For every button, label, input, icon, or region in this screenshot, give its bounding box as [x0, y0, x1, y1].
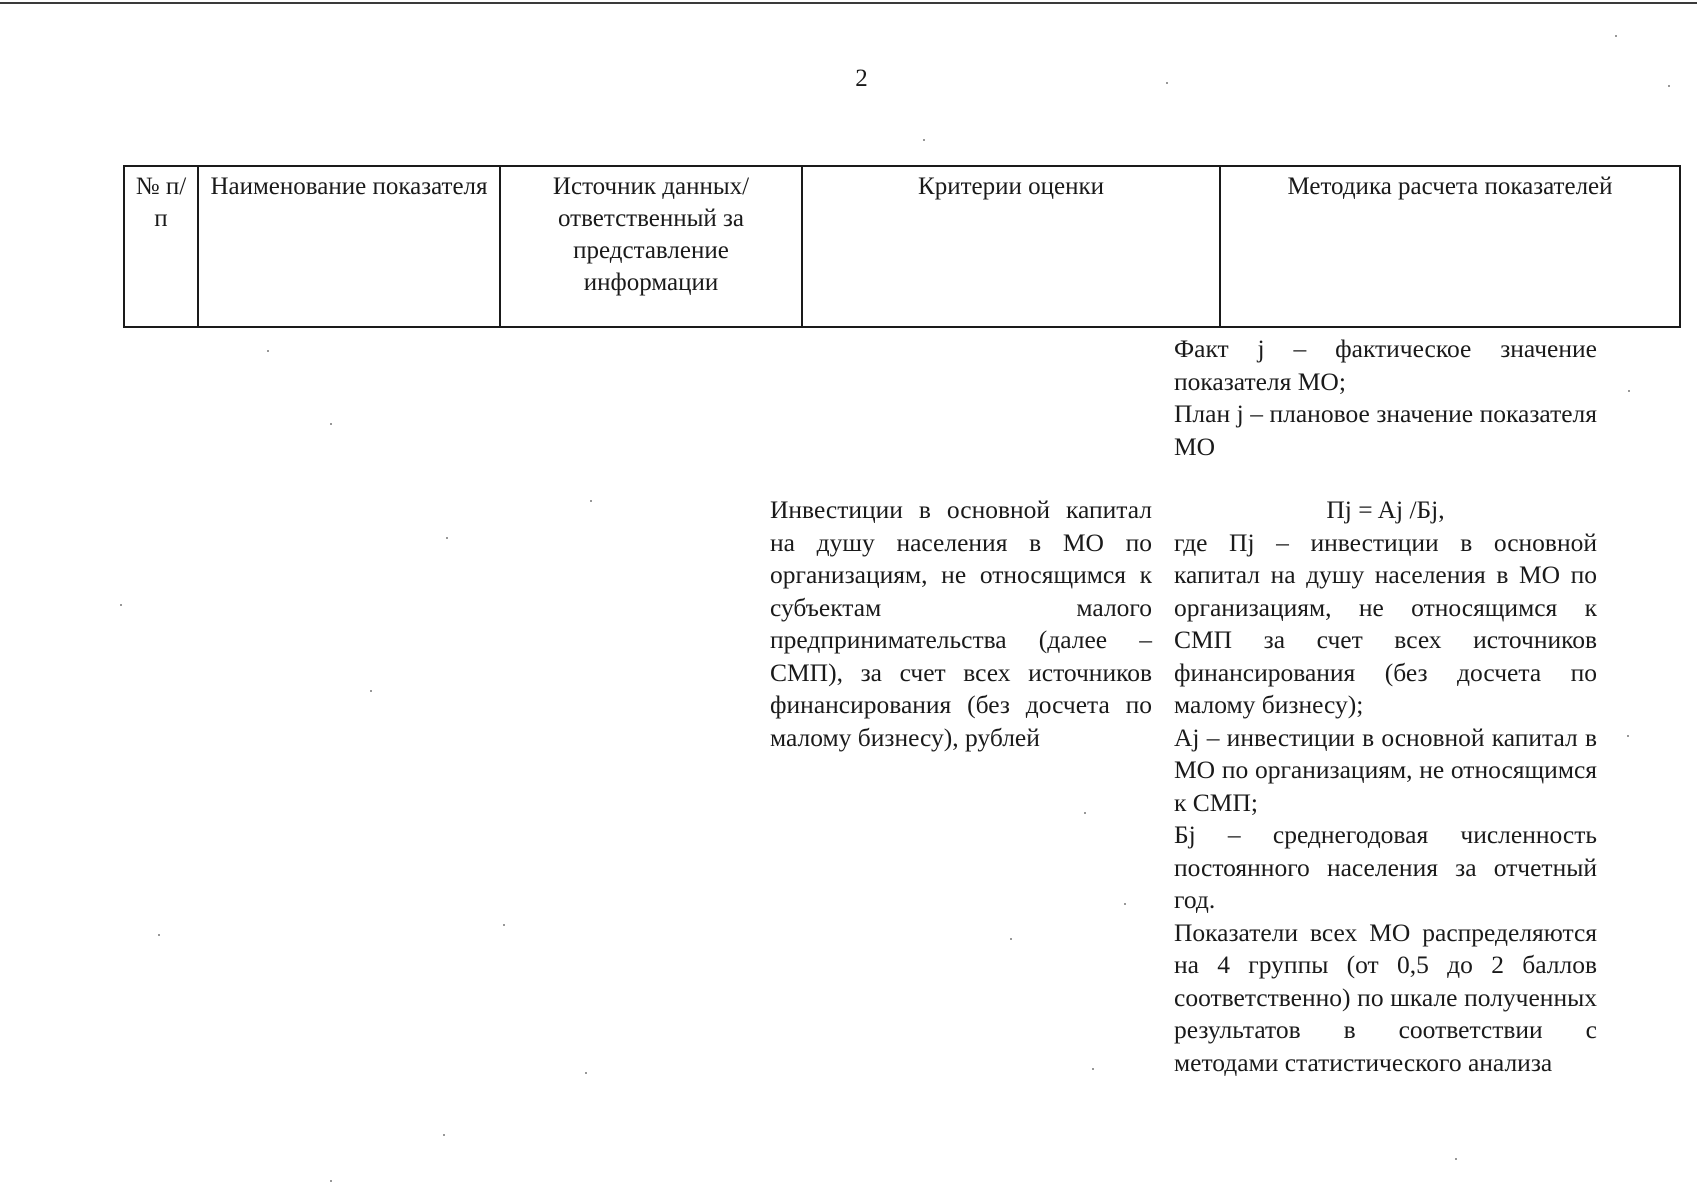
- header-cell-indicator-name: Наименование показателя: [198, 166, 500, 327]
- definition-a: Aj – инвестиции в основной капитал в МО по организациям, не относящимся к СМП;: [1174, 722, 1597, 817]
- method-block-bottom: [1174, 494, 1597, 1079]
- scan-speck: [923, 139, 925, 141]
- scan-speck: [370, 690, 372, 692]
- definition-p: где Пj – инвестиции в основной капитал на душу населения в МО по организациям, не относящимся к СМП за счет всех источников финансирования (без досчета по малому бизнесу);: [1174, 527, 1597, 719]
- page-number: 2: [855, 65, 868, 92]
- scan-speck: [1615, 35, 1617, 37]
- scan-speck: [443, 1134, 445, 1136]
- scan-speck: [330, 1180, 332, 1182]
- header-cell-data-source: Источник данных/ ответственный за представление информации: [500, 166, 802, 327]
- scan-speck: [1455, 1158, 1457, 1160]
- scan-speck: [590, 500, 592, 502]
- scan-edge-line: [0, 2, 1697, 4]
- groups-text: Показатели всех МО распределяются на 4 группы (от 0,5 до 2 баллов соответственно) по шкале полученных результатов в соответствии с методами статистического анализа: [1174, 917, 1597, 1077]
- scan-speck: [1166, 82, 1168, 84]
- scan-speck: [1010, 938, 1012, 940]
- scan-speck: [1092, 1068, 1094, 1070]
- plan-definition: План j – плановое значение показателя МО: [1174, 399, 1597, 461]
- scan-speck: [1124, 903, 1126, 905]
- header-cell-number: № п/п: [124, 166, 198, 327]
- scan-speck: [446, 537, 448, 539]
- header-cell-criteria: Критерии оценки: [802, 166, 1220, 327]
- criteria-text: Инвестиции в основной капитал на душу населения в МО по организациям, не относящимся к субъектам малого предпринимательства (далее – СМП), за счет всех источников финансирования (без досчета по малому бизнесу), рублей: [770, 495, 1152, 752]
- scan-speck: [503, 924, 505, 926]
- scan-speck: [1627, 735, 1629, 737]
- table-header-row: [124, 166, 1680, 327]
- scan-speck: [1084, 812, 1086, 814]
- scan-speck: [585, 1072, 587, 1074]
- scan-speck: [1628, 390, 1630, 392]
- scan-speck: [1668, 85, 1670, 87]
- scan-speck: [158, 934, 160, 936]
- method-block-top: [1174, 333, 1597, 463]
- scan-speck: [330, 423, 332, 425]
- header-cell-method: Методика расчета показателей: [1220, 166, 1680, 327]
- fact-definition: Факт j – фактическое значение показателя МО;: [1174, 334, 1597, 396]
- formula: Пj = Aj /Бj,: [1326, 495, 1445, 524]
- table-header: [123, 165, 1681, 328]
- definition-b: Бj – среднегодовая численность постоянного населения за отчетный год.: [1174, 820, 1597, 914]
- scan-speck: [120, 604, 122, 606]
- scan-speck: [267, 350, 269, 352]
